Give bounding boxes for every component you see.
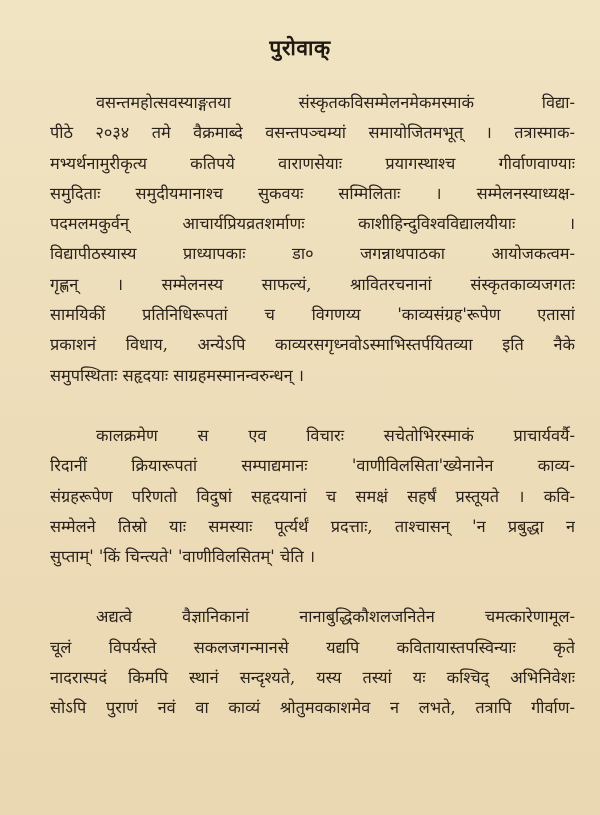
text-line: पीठे २०३४ तमे वैक्रमाब्दे वसन्तपञ्चम्यां समायोजितमभूत् । तत्रास्माक- bbox=[50, 123, 575, 143]
text-line: प्रकाशनं विधाय, अन्येऽपि काव्यरसगृध्नवोऽस्माभिस्तर्पयितव्या इति नैके bbox=[50, 335, 575, 355]
text-line: समुदिताः समुदीयमानाश्च सुकवयः सम्मिलिताः । सम्मेलनस्याध्यक्ष- bbox=[50, 183, 575, 203]
paragraph-2 bbox=[50, 421, 575, 572]
text-line: नादरास्पदं किमपि स्थानं सन्दृश्यते, यस्य तस्यां यः कश्चिद् अभिनिवेशः bbox=[50, 668, 575, 688]
text-line: गृह्णन् । सम्मेलनस्य साफल्यं, श्रावितरचनानां संस्कृतकाव्यजगतः bbox=[50, 274, 575, 294]
text-line: रिदानीं क्रियारूपतां सम्पाद्यमानः 'वाणीविलसिता'ख्येनानेन काव्य- bbox=[50, 456, 575, 476]
text-line: समुपस्थिताः सहृदयाः साग्रहमस्मानन्वरुन्धन् । bbox=[50, 365, 304, 385]
text-line: सामयिकीं प्रतिनिधिरूपतां च विगणय्य 'काव्यसंग्रह'रूपेण एतासां bbox=[50, 305, 575, 325]
text-line: वसन्तमहोत्सवस्याङ्गतया संस्कृतकविसम्मेलनमेकमस्माकं विद्या- bbox=[96, 93, 575, 112]
text-line: अद्यत्वे वैज्ञानिकानां नानाबुद्धिकौशलजनितेन चमत्कारेणामूल- bbox=[96, 607, 575, 627]
text-line: विद्यापीठस्यास्य प्राध्यापकाः डा० जगन्नाथपाठका आयोजकत्वम- bbox=[50, 244, 575, 264]
paragraph-gap bbox=[50, 572, 575, 602]
body-text bbox=[50, 88, 575, 724]
paragraph-3 bbox=[50, 602, 575, 723]
text-line: मभ्यर्थनामुरीकृत्य कतिपये वाराणसेयाः प्रयागस्थाश्च गीर्वाणवाण्याः bbox=[50, 153, 575, 173]
paragraph-1 bbox=[50, 88, 575, 391]
page-title: पुरोवाक् bbox=[269, 35, 331, 60]
text-line: चूलं विपर्यस्ते सकलजगन्मानसे यद्यपि कवितायास्तपस्विन्याः कृते bbox=[50, 637, 575, 657]
text-line: सोऽपि पुराणं नवं वा काव्यं श्रोतुमवकाशमेव न लभते, तत्रापि गीर्वाण- bbox=[50, 698, 575, 718]
text-line: सम्मेलने तिस्रो याः समस्याः पूर्त्यर्थं प्रदत्ताः, ताश्चासन् 'न प्रबुद्धा न bbox=[50, 516, 575, 536]
text-line: पदमलमकुर्वन् आचार्यप्रियव्रतशर्माणः काशीहिन्दुविश्वविद्यालयीयाः । bbox=[50, 214, 575, 234]
text-line: सुप्ताम्' 'किं चिन्त्यते' 'वाणीविलसितम्' चेति । bbox=[50, 547, 316, 567]
paragraph-gap bbox=[50, 391, 575, 421]
text-line: संग्रहरूपेण परिणतो विदुषां सहृदयानां च समक्षं सहर्षं प्रस्तूयते । कवि- bbox=[50, 486, 575, 506]
text-line: कालक्रमेण स एव विचारः सचेतोभिरस्माकं प्राचार्यवर्यै- bbox=[96, 425, 575, 445]
title-area bbox=[0, 34, 600, 62]
